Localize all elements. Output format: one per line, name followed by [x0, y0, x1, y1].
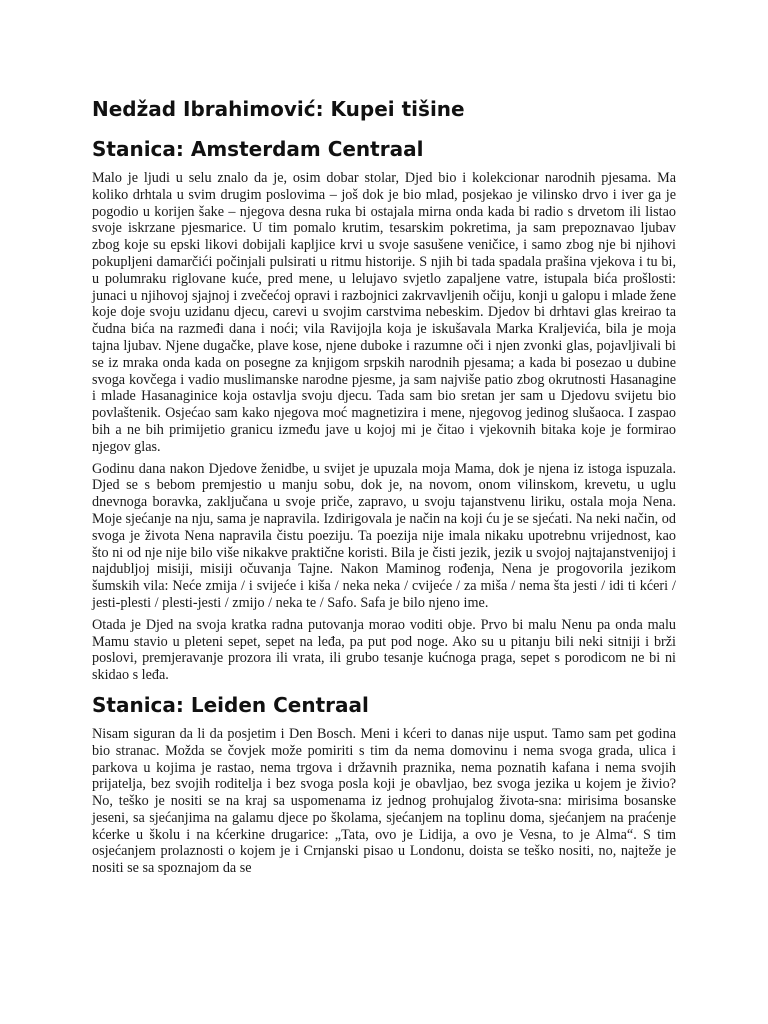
document-page	[92, 96, 676, 885]
paragraph: Nisam siguran da li da posjetim i Den Bosch. Meni i kćeri to danas nije usput. Tamo sam pet godina bio stranac. Možda se čovjek može pomiriti s tim da nema domovinu i nema svoga grada, ulica i parkova u kojima je rastao, nema trgova i državnih praznika, nema poznatih kafana i nema svojih prijatelja, bez svojih roditelja i bez svoga posla koji je obavljao, bez svoga jezika u kojem je živio? No, teško je nositi se na kraj sa uspomenama iz jednog prohujalog života-sna: mirisima bosanske jeseni, sa sjećanjima na galamu djece po školama, sjećanjem na toplinu doma, sjećanjem na praćenje kćerke u školu i na kćerkine drugarice: „Tata, ovo je Lidija, a ovo je Vesna, to je Alma“. S tim osjećanjem prolaznosti o kojem je i Crnjanski pisao u Londonu, doista se teško nositi, no, najteže je nositi se sa spoznajom da se	[92, 725, 676, 877]
document-title: Nedžad Ibrahimović: Kupei tišine	[92, 97, 465, 121]
paragraph: Otada je Djed na svoja kratka radna putovanja morao voditi obje. Prvo bi malu Nenu pa onda malu Mamu stavio u pleteni sepet, sepet na leđa, pa put pod noge. Ako su u pitanju bili neki sitniji i brži poslovi, premjeravanje prozora ili vrata, ili grubo tesanje kućnoga praga, sepet s porodicom ne bi ni skidao s leđa.	[92, 616, 676, 684]
paragraph: Malo je ljudi u selu znalo da je, osim dobar stolar, Djed bio i kolekcionar narodnih pjesama. Ma koliko drhtala u svim drugim poslovima – još dok je bio mlad, posjekao je vilinsko drvo i iver ga je pogodio u korijen šake – njegova desna ruka bi ostajala mirna onda kada bi radio s drvetom ili listao svoje iskrzane pjesmarice. U tim pomalo krutim, tesarskim pokretima, ja sam prepoznavao ljubav zbog koje su epski likovi dobijali kapljice krvi u svoje sasušene veničice, i samo zbog nje bi njihovi pokupljeni damarčići počinjali pulsirati u ritmu historije. S njih bi tada spadala prašina vjekova i tu bi, u polumraku riglovane kuće, pred mene, u lelujavo svjetlo zapaljene vatre, istupala bića prošlosti: junaci u njihovoj sjajnoj i zvečećoj opravi i razbojnici zakrvavljenih očiju, konji u galopu i mlade žene koje doje svoju uzidanu djecu, carevi u svojim carstvima nebeskim. Djedov bi drhtavi glas kreirao ta čudna bića na razmeđi dana i noći; vila Ravijojla koja je iskušavala Marka Kraljevića, bila je moja tajna ljubav. Njene dugačke, plave kose, njene duboke i razumne oči i njen zvonki glas, pojavljivali bi se iz mraka onda kada on posegne za knjigom srpskih narodnih pjesama; a kada bi posezao u dubine svoga kovčega i vadio muslimanske narodne pjesme, ja sam najviše patio zbog okrutnosti Hasanagine i mlade Hasanaginice koja ostavlja svoju djecu. Tada sam bio sretan jer sam u Djedovu svijetu bio povlaštenik. Osjećao sam kako njegova moć magnetizira i mene, njegovog jedinog slušaoca. I zaspao bih a ne bih primijetio granicu između jave u kojoj mi je čitao i vjekovnih bitaka koje je formirao njegov glas.	[92, 170, 676, 455]
section-heading: Stanica: Amsterdam Centraal	[92, 137, 424, 161]
paragraph: Godinu dana nakon Djedove ženidbe, u svijet je upuzala moja Mama, dok je njena iz istoga ispuzala. Djed se s bebom premjestio u manju sobu, dok je, na novom, onom vilinskom, krevetu, u uglu dnevnoga boravka, zaključana u svoje priče, zapravo, u svoju tajanstvenu liriku, ostala moja Nena. Moje sjećanje na nju, sama je napravila. Izdirigovala je način na koji ću je se sjećati. Na neki način, od svoga je života Nena napravila čistu poeziju. Ta poezija nije imala nikaku upotrebnu vrijednost, kao što ni od nje nije bilo više nikakve praktične koristi. Bila je čisti jezik, jezik u svojoj najtajanstvenijoj i najdubljoj misiji, misiji očuvanja Tajne. Nakon Maminog rođenja, Nena je progovorila jezikom šumskih vila: Neće zmija / i svijeće i kiša / neka neka / cvijeće / za miša / nema šta jesti / idi ti kćeri / jesti-plesti / plesti-jesti / zmijo / neka te / Safo. Safa je bilo njeno ime.	[92, 460, 676, 611]
section-heading: Stanica: Leiden Centraal	[92, 692, 369, 717]
section-amsterdam	[92, 136, 676, 684]
section-leiden	[92, 692, 676, 877]
